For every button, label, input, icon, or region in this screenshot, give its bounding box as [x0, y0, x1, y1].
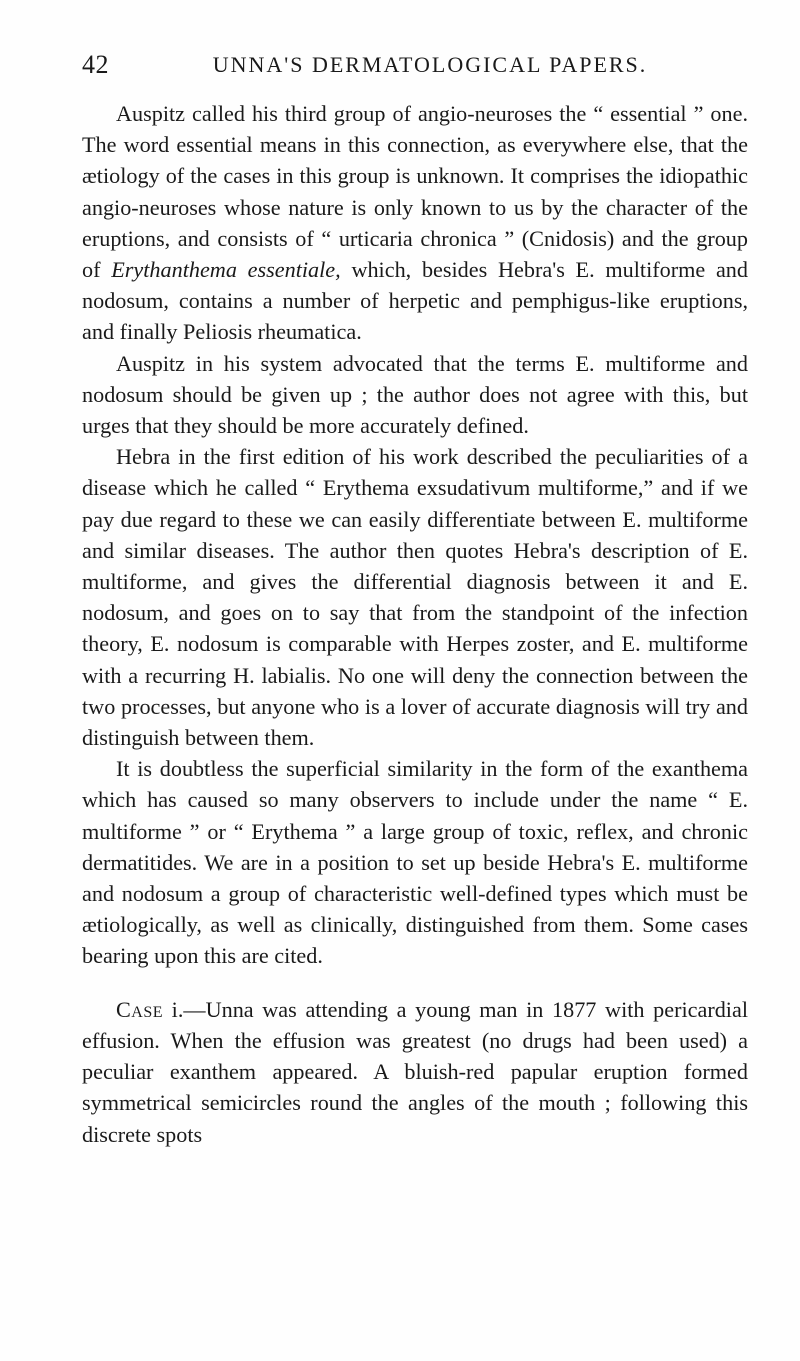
case-label: Case — [116, 996, 164, 1022]
paragraph-text: Hebra in the first edition of his work described the peculiarities of a disease which he called “ Erythema exsudativum multiforme,” and if we pay due regard to these we can easily differentiate between E. multiforme and similar diseases. The author then quotes Hebra's description of E. multiforme, and gives the differential diagnosis between it and E. nodosum, and goes on to say that from the standpoint of the infection theory, E. nodosum is comparable with Herpes zoster, and E. multiforme with a recurring H. labialis. No one will deny the connection between the two processes, but anyone who is a lover of accurate diagnosis will try and distinguish between them. — [82, 444, 748, 751]
paragraph — [82, 348, 748, 442]
paragraph-text: Auspitz called his third group of angio-neuroses the “ essential ” one. The word essential means in this connection, as everywhere else, that the ætiology of the cases in this group is unknown. It comprises the idiopathic angio-neuroses whose nature is only known to us by the character of the eruptions, and consists of “ urticaria chronica ” (Cnidosis) and the group of — [82, 101, 748, 283]
paragraph — [82, 98, 748, 348]
paragraph-text: It is doubtless the superficial similarity in the form of the exanthema which has caused so many observers to include under the name “ E. multiforme ” or “ Erythema ” a large group of toxic, reflex, and chronic dermatitides. We are in a position to set up beside Hebra's E. multiforme and nodosum a group of characteristic well-defined types which must be ætiologically, as well as clinically, distinguished from them. Some cases bearing upon this are cited. — [82, 756, 748, 969]
running-head — [82, 50, 748, 90]
paragraph — [82, 753, 748, 971]
case-paragraph — [82, 994, 748, 1150]
page-number: 42 — [82, 50, 109, 79]
paragraph-text: i.—Unna was attending a young man in 1877 with pericardial effusion. When the effusion was greatest (no drugs had been used) a peculiar exanthem appeared. A bluish-red papular eruption formed symmetrical semicircles round the angles of the mouth ; following this discrete spots — [82, 996, 748, 1147]
paragraph — [82, 441, 748, 753]
italic-term: Erythanthema essentiale, — [111, 257, 341, 283]
body-text — [82, 98, 748, 1150]
running-title: UNNA'S DERMATOLOGICAL PAPERS. — [212, 52, 648, 77]
paragraph-text: Auspitz in his system advocated that the terms E. multiforme and nodosum should be given up ; the author does not agree with this, but urges that they should be more accurately defined. — [82, 350, 748, 439]
paragraph-text: which, besides Hebra's E. multiforme and nodosum, contains a number of herpetic and pemphigus-like eruptions, and finally Peliosis rheumatica. — [82, 257, 748, 345]
